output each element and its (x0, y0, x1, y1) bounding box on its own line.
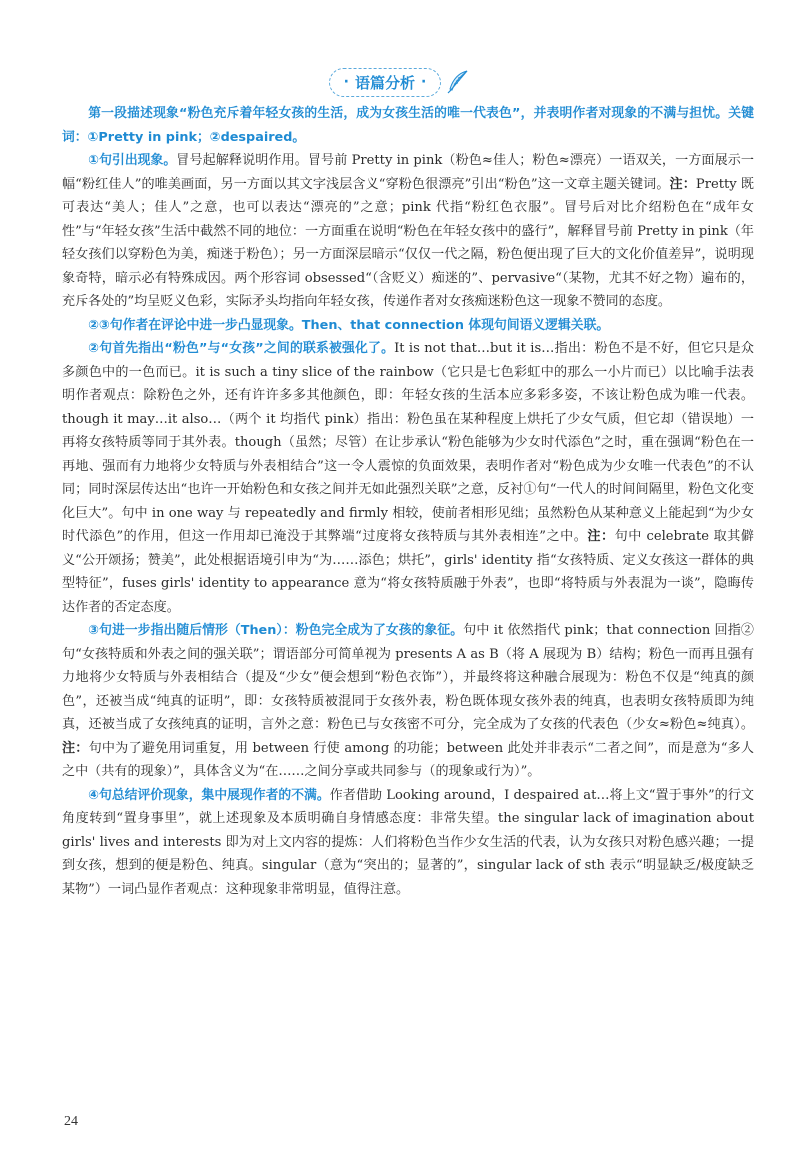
paragraph-body: 作者借助 Looking around，I despaired at…将上文“置于事外”的行文角度转到“置身事里”，就上述现象及本质明确自身情感态度：非常失望。the singular lack of imagination about girls' lives and interests 即为对上文内容的提炼：人们将粉色当作少女生活的代表，认为女孩只对粉色感兴趣；一提到女孩，想到的便是粉色、纯真。singular（意为“突出的；显著的”，singular lack of sth 表示“明显缺乏/极度缺乏某物”）一词凸显作者观点：这种现象非常明显，值得注意。 (62, 787, 754, 897)
paragraph-body: It is not that…but it is…指出：粉色不是不好，但它只是众多颜色中的一色而已。it is such a tiny slice of the rainbow（它只是七色彩虹中的那么一小片而已）以比喻手法表明作者观点：除粉色之外，还有许许多多其他颜色，即：年轻女孩的生活本应多彩多姿，不该让粉色成为唯一代表。though it may…it also…（两个 it 均指代 pink）指出：粉色虽在某种程度上烘托了少女气质，但它却（错误地）一再将女孩特质等同于其外表。though（虽然；尽管）在让步承认“粉色能够为少女时代添色”之时，重在强调“粉色在一再地、强而有力地将少女特质与外表相结合”这一令人震惊的负面效果，表明作者对“粉色成为少女唯一代表色”的不认同；同时深层传达出“也许一开始粉色和女孩之间并无如此强烈关联”之意，反衬①句“一代人的时间间隔里，粉色文化变化巨大”。句中 in one way 与 repeatedly and firmly 相较，使前者相形见绌；虽然粉色从某种意义上能起到“为少女时代添色”的作用，但这一作用却已淹没于其弊端“过度将女孩特质与其外表相连”之中。 (62, 341, 754, 544)
paragraph-lead: ②③句作者在评论中进一步凸显现象。Then、that connection 体现句间语义逻辑关联。 (88, 317, 610, 333)
paragraph-body: 冒号起解释说明作用。冒号前 Pretty in pink（粉色≈佳人；粉色≈漂亮）一语双关，一方面展示一幅“粉红佳人”的唯美画面，另一方面以其文字浅层含义“穿粉色很漂亮”引出“粉色”这一文章主题关键词。 (62, 153, 754, 192)
paragraph-lead: ③句进一步指出随后情形（Then）：粉色完全成为了女孩的象征。 (88, 623, 464, 638)
paragraph-sentence-4 (62, 784, 754, 902)
paragraph-sentence-2 (62, 337, 754, 619)
note-label: 注： (587, 529, 615, 544)
paragraph-body-continued: Pretty 既可表达“美人；佳人”之意，也可以表达“漂亮的”之意；pink 代指“粉红色衣服”。冒号后对比介绍粉色在“成年女性”与“年轻女孩”生活中截然不同的地位：一方面重在说明“粉色在年轻女孩中的盛行”，解释冒号前 Pretty in pink（年轻女孩们以穿粉色为美，痴迷于粉色）；另一方面深层暗示“仅仅一代之隔，粉色便出现了巨大的文化价值差异”，说明现象奇特，暗示必有特殊成因。两个形容词 obsessed“（含贬义）痴迷的”、pervasive“（某物，尤其不好之物）遍布的，充斥各处的”均呈贬义色彩，实际矛头均指向年轻女孩，传递作者对女孩痴迷粉色这一现象不赞同的态度。 (62, 176, 755, 309)
title-right-dot: · (421, 74, 427, 90)
section-header (0, 64, 800, 100)
paragraph-sentence-3 (62, 619, 754, 784)
paragraph-lead: ②句首先指出“粉色”与“女孩”之间的联系被强化了。 (88, 341, 395, 356)
paragraph-sentence-1 (62, 149, 754, 314)
section-title-badge (329, 68, 442, 97)
feather-pen-icon (445, 69, 471, 95)
analysis-content (62, 102, 754, 901)
paragraph-body-continued: 句中 celebrate 取其僻义“公开颂扬；赞美”，此处根据语境引申为“为……添色；烘托”，girls' identity 指“女孩特质、定义女孩这一群体的典型特征”，fuses girls' identity to appearance 意为“将女孩特质融于外表”，也即“将特质与外表混为一谈”，隐晦传达作者的否定态度。 (62, 529, 754, 615)
note-label: 注： (62, 740, 89, 756)
note-label: 注： (669, 176, 696, 192)
title-left-dot: · (343, 74, 349, 90)
page-number: 24 (64, 1114, 78, 1129)
paragraph-summary (62, 102, 754, 149)
paragraph-lead: 第一段描述现象“粉色充斥着年轻女孩的生活，成为女孩生活的唯一代表色”，并表明作者对现象的不满与担忧。关键词：①Pretty in pink；②despaired。 (62, 106, 754, 145)
section-title: 语篇分析 (354, 73, 415, 92)
paragraph-body-continued: 句中为了避免用词重复，用 between 行使 among 的功能；between 此处并非表示“二者之间”，而是意为“多人之中（共有的现象）”，具体含义为“在……之间分享或共同参与（的现象或行为）”。 (62, 740, 755, 779)
paragraph-body: 句中 it 依然指代 pink；that connection 回指②句“女孩特质和外表之间的强关联”；谓语部分可简单视为 presents A as B（将 A 展现为 B）结构；粉色一而再且强有力地将少女特质与外表相结合（提及“少女”便会想到“粉色衣饰”），并最终将这种融合展现为：粉色不仅是“纯真的颜色”，还被当成“纯真的证明”，即：女孩特质被混同于女孩外表，粉色既体现女孩外表的纯真，也表明女孩特质即为纯真，还被当成了女孩纯真的证明，言外之意：粉色已与女孩密不可分，完全成为了女孩的代表色（少女≈粉色≈纯真）。 (62, 623, 754, 732)
paragraph-lead: ①句引出现象。 (88, 153, 177, 168)
paragraph-lead: ④句总结评价现象，集中展现作者的不满。 (88, 787, 330, 803)
paragraph-sentences-2-3 (62, 314, 754, 338)
